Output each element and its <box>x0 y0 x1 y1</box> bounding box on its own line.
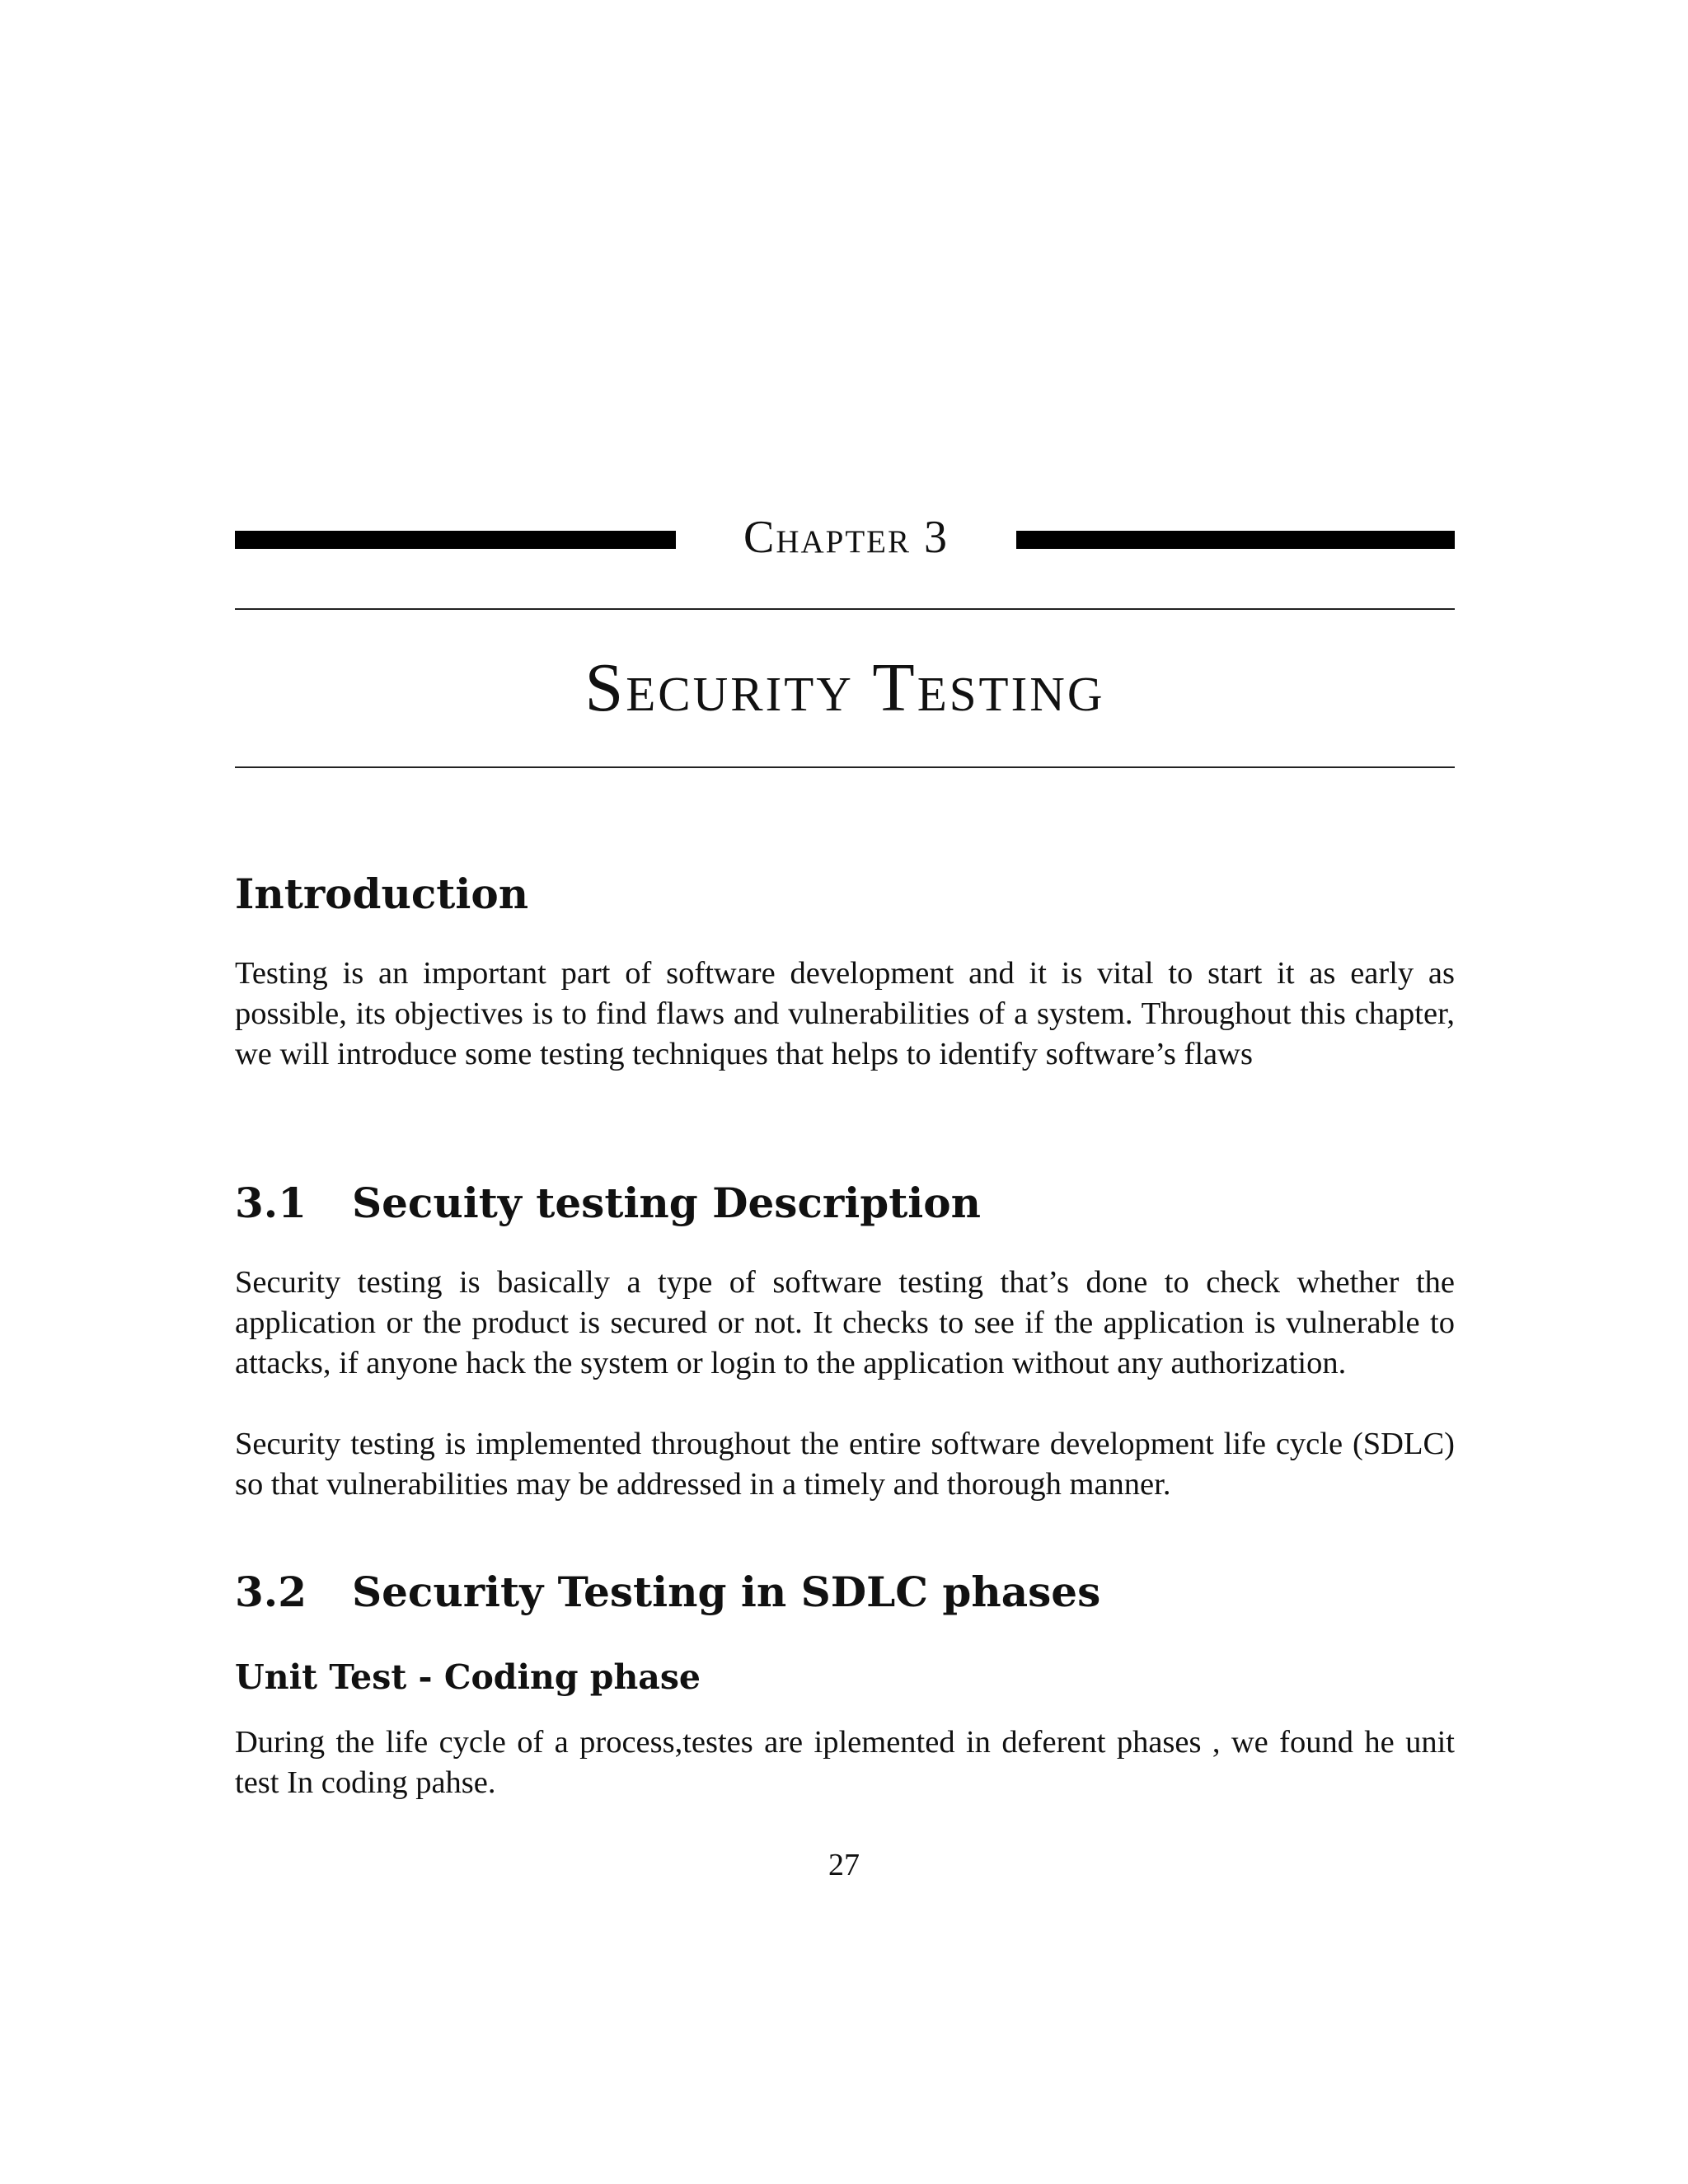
unit-test-heading: Unit Test - Coding phase <box>235 1657 701 1697</box>
page-number: 27 <box>828 1848 860 1882</box>
section-3-2-number: 3.2 <box>235 1568 307 1616</box>
section-3-1-heading <box>235 1174 981 1232</box>
title-rule-top <box>235 608 1455 610</box>
chapter-title: Security Testing <box>584 649 1105 726</box>
section-3-1-paragraph-2: Security testing is implemented throughout the entire software development life cycle (SDLC) so that vulnerabilities may be addressed in a timely and thorough manner. <box>235 1427 1455 1502</box>
chapter-header <box>235 504 1455 570</box>
section-3-1-paragraph-1: Security testing is basically a type of software testing that’s done to check whether the application or the product is secured or not. It checks to see if the application is vulnerable to attacks, if anyone hack the system or login to the application without any authorization. <box>235 1265 1455 1380</box>
chapter-bar-left <box>235 531 676 549</box>
section-3-1-number: 3.1 <box>235 1179 307 1227</box>
introduction-heading: Introduction <box>235 869 529 918</box>
chapter-bar-right <box>1016 531 1455 549</box>
unit-test-paragraph: During the life cycle of a process,testes are iplemented in deferent phases , we found he unit test In coding pahse. <box>235 1725 1455 1800</box>
chapter-label: Chapter 3 <box>743 512 950 563</box>
title-rule-bottom <box>235 766 1455 768</box>
section-3-2-heading <box>235 1563 1100 1621</box>
introduction-paragraph: Testing is an important part of software development and it is vital to start it as early as possible, its objectives is to find flaws and vulnerabilities of a system. Throughout this chapter, we will introduce some testing techniques that helps to identify software’s flaws <box>235 956 1455 1071</box>
section-3-2-title: Security Testing in SDLC phases <box>352 1568 1101 1616</box>
section-3-1-title: Secuity testing Description <box>352 1179 981 1227</box>
